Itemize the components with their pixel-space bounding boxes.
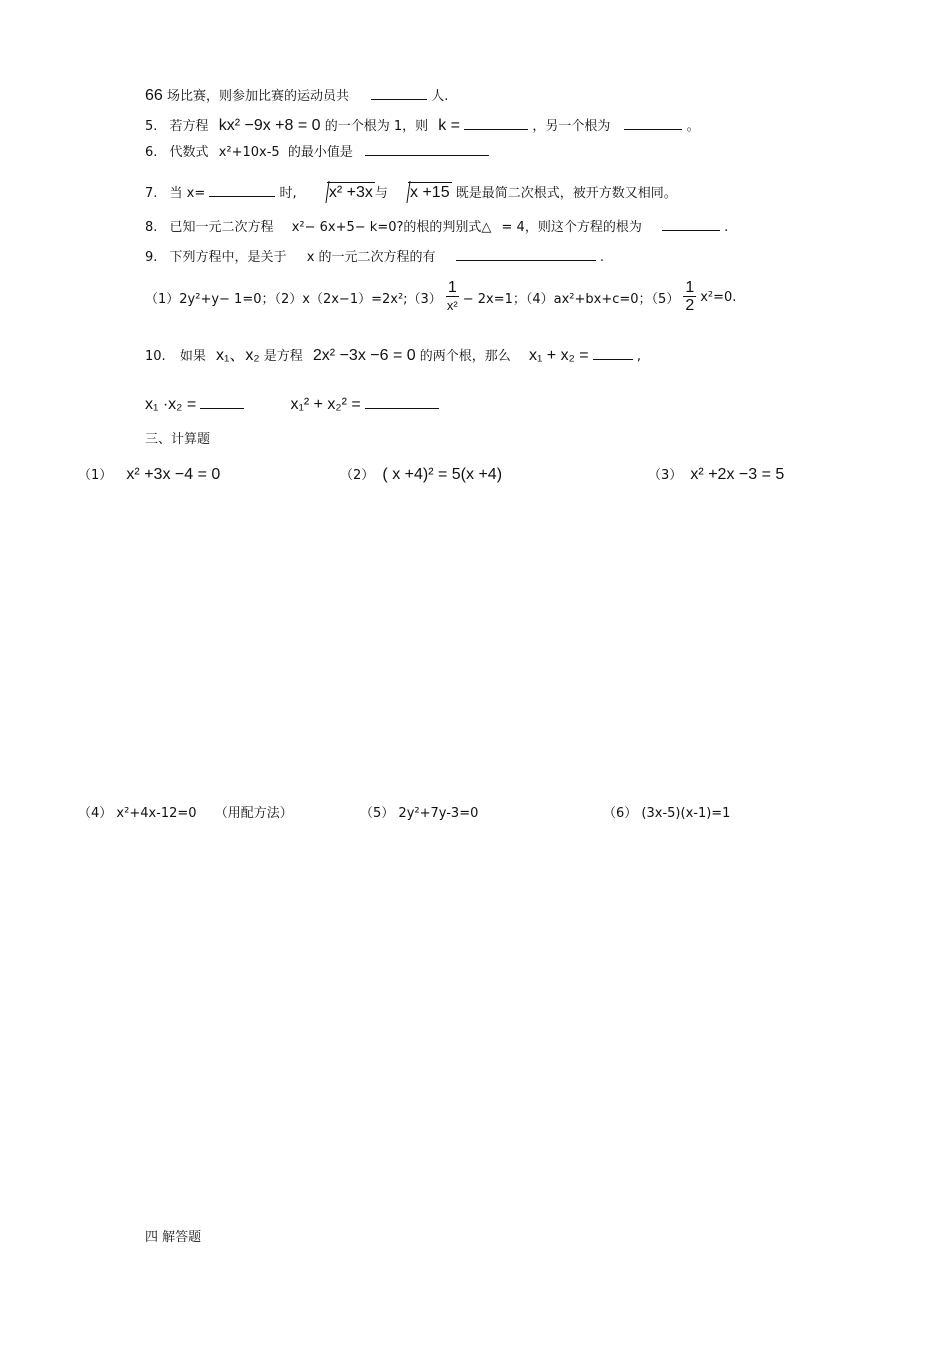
q9-option-1-3: （1）2y²+y− 1=0；（2）x（2x−1）=2x²;（3） <box>145 292 442 307</box>
answer-blank-root[interactable] <box>624 117 682 130</box>
calc-1 <box>78 464 220 484</box>
answer-blank[interactable] <box>365 143 489 156</box>
q9-option-5-end: x²=0. <box>700 290 737 305</box>
q10-product: x₁ ·x₂ = <box>145 396 197 413</box>
calc-1-label: （1） <box>78 468 113 483</box>
fraction-1-over-x2 <box>446 280 459 315</box>
q10-roots: x₁、x₂ <box>215 347 260 364</box>
number-66: 66 <box>145 87 163 104</box>
calc-4-label: （4） <box>78 806 113 821</box>
q7-yu: 与 <box>374 186 388 201</box>
answer-blank[interactable] <box>371 87 427 100</box>
q10-equation: 2x² −3x −6 = 0 <box>312 347 416 364</box>
q7-post: 既是最简二次根式，被开方数又相同。 <box>455 186 677 201</box>
calc-4-note: （用配方法） <box>214 806 293 821</box>
q7-number: 7. <box>145 186 158 201</box>
q8-eq2: = 4，则这个方程的根为 <box>501 220 642 235</box>
question-7 <box>145 182 677 202</box>
q8-prefix: 已知一元二次方程 <box>169 220 274 235</box>
q10-sum: x₁ + x₂ = <box>528 347 589 364</box>
q9-prefix: 下列方程中，是关于 <box>169 250 287 265</box>
calc-4 <box>78 802 293 821</box>
sqrt-2 <box>396 184 452 202</box>
q8-equation: x²− 6x+5− k=0?的根的判别式△ <box>291 220 492 235</box>
q6-post: 的最小值是 <box>287 145 353 160</box>
section-3-title: 三、计算题 <box>145 432 211 447</box>
answer-blank-product[interactable] <box>200 396 244 409</box>
question-9 <box>145 246 604 265</box>
question-4-continuation <box>145 85 448 105</box>
q5-end: 。 <box>686 119 700 134</box>
calc-2-equation: ( x +4)² = 5(x +4) <box>382 466 503 483</box>
answer-blank[interactable] <box>662 218 720 231</box>
calc-5-equation: 2y²+7y-3=0 <box>398 806 479 821</box>
calc-1-equation: x² +3x −4 = 0 <box>126 466 221 483</box>
q5-number: 5. <box>145 119 158 134</box>
answer-blank[interactable] <box>456 248 596 261</box>
calc-2 <box>340 464 502 484</box>
q10-post: 的两个根，那么 <box>419 349 511 364</box>
calc-3-equation: x² +2x −3 = 5 <box>690 466 785 483</box>
answer-blank-k[interactable] <box>464 117 528 130</box>
answer-blank-sum[interactable] <box>593 347 633 360</box>
calc-2-label: （2） <box>340 468 375 483</box>
section-4-title: 四 解答题 <box>145 1230 202 1245</box>
question-5 <box>145 115 700 135</box>
q9-x: x 的一元二次方程的有 <box>306 250 436 265</box>
fraction-denominator: 2 <box>685 297 695 314</box>
q8-number: 8. <box>145 220 158 235</box>
calc-6 <box>603 802 730 821</box>
q6-expr: x²+10x-5 <box>218 145 280 160</box>
q10-prefix: 如果 <box>179 349 206 364</box>
q5-equation: kx² −9x +8 = 0 <box>218 117 321 134</box>
fraction-denominator: x² <box>446 298 458 313</box>
q5-sep: ，另一个根为 <box>532 119 611 134</box>
q9-number: 9. <box>145 250 158 265</box>
q5-mid: 的一个根为 1，则 <box>324 119 429 134</box>
question-10-second-line <box>145 396 439 414</box>
calc-3-label: （3） <box>648 468 683 483</box>
calc-6-equation: (3x-5)(x-1)=1 <box>641 806 731 821</box>
q10-is: 是方程 <box>263 349 303 364</box>
q10-end: , <box>636 349 641 364</box>
fraction-numerator: 1 <box>447 279 457 296</box>
question-6 <box>145 141 489 160</box>
q4-text: 场比赛，则参加比赛的运动员共 <box>166 89 349 104</box>
q6-number: 6. <box>145 145 158 160</box>
sqrt-1-content: x² +3x <box>328 184 373 201</box>
calc-6-label: （6） <box>603 806 638 821</box>
q8-end: . <box>724 220 729 235</box>
sqrt-2-content: x +15 <box>410 184 450 201</box>
q10-sum-of-squares: x₁² + x₂² = <box>290 396 361 413</box>
sqrt-1 <box>315 184 375 202</box>
q6-prefix: 代数式 <box>169 145 209 160</box>
q9-end: . <box>599 250 604 265</box>
q7-shi: 时, <box>279 186 297 201</box>
q4-unit: 人. <box>431 89 449 104</box>
answer-blank-squares[interactable] <box>365 396 439 409</box>
calc-4-equation: x²+4x-12=0 <box>116 806 197 821</box>
q5-prefix: 若方程 <box>169 119 209 134</box>
calc-5-label: （5） <box>360 806 395 821</box>
calc-5 <box>360 802 478 821</box>
question-10 <box>145 342 641 365</box>
q9-option-3-5: − 2x=1；（4）ax²+bx+c=0；（5） <box>462 292 680 307</box>
q5-k: k = <box>438 117 461 134</box>
calc-3 <box>648 464 784 484</box>
q7-prefix: 当 x= <box>169 186 206 201</box>
question-8 <box>145 216 728 235</box>
fraction-numerator: 1 <box>685 279 695 296</box>
question-9-options <box>145 280 736 315</box>
q10-number: 10. <box>145 349 166 364</box>
answer-blank[interactable] <box>209 184 275 197</box>
fraction-1-over-2 <box>683 280 696 315</box>
